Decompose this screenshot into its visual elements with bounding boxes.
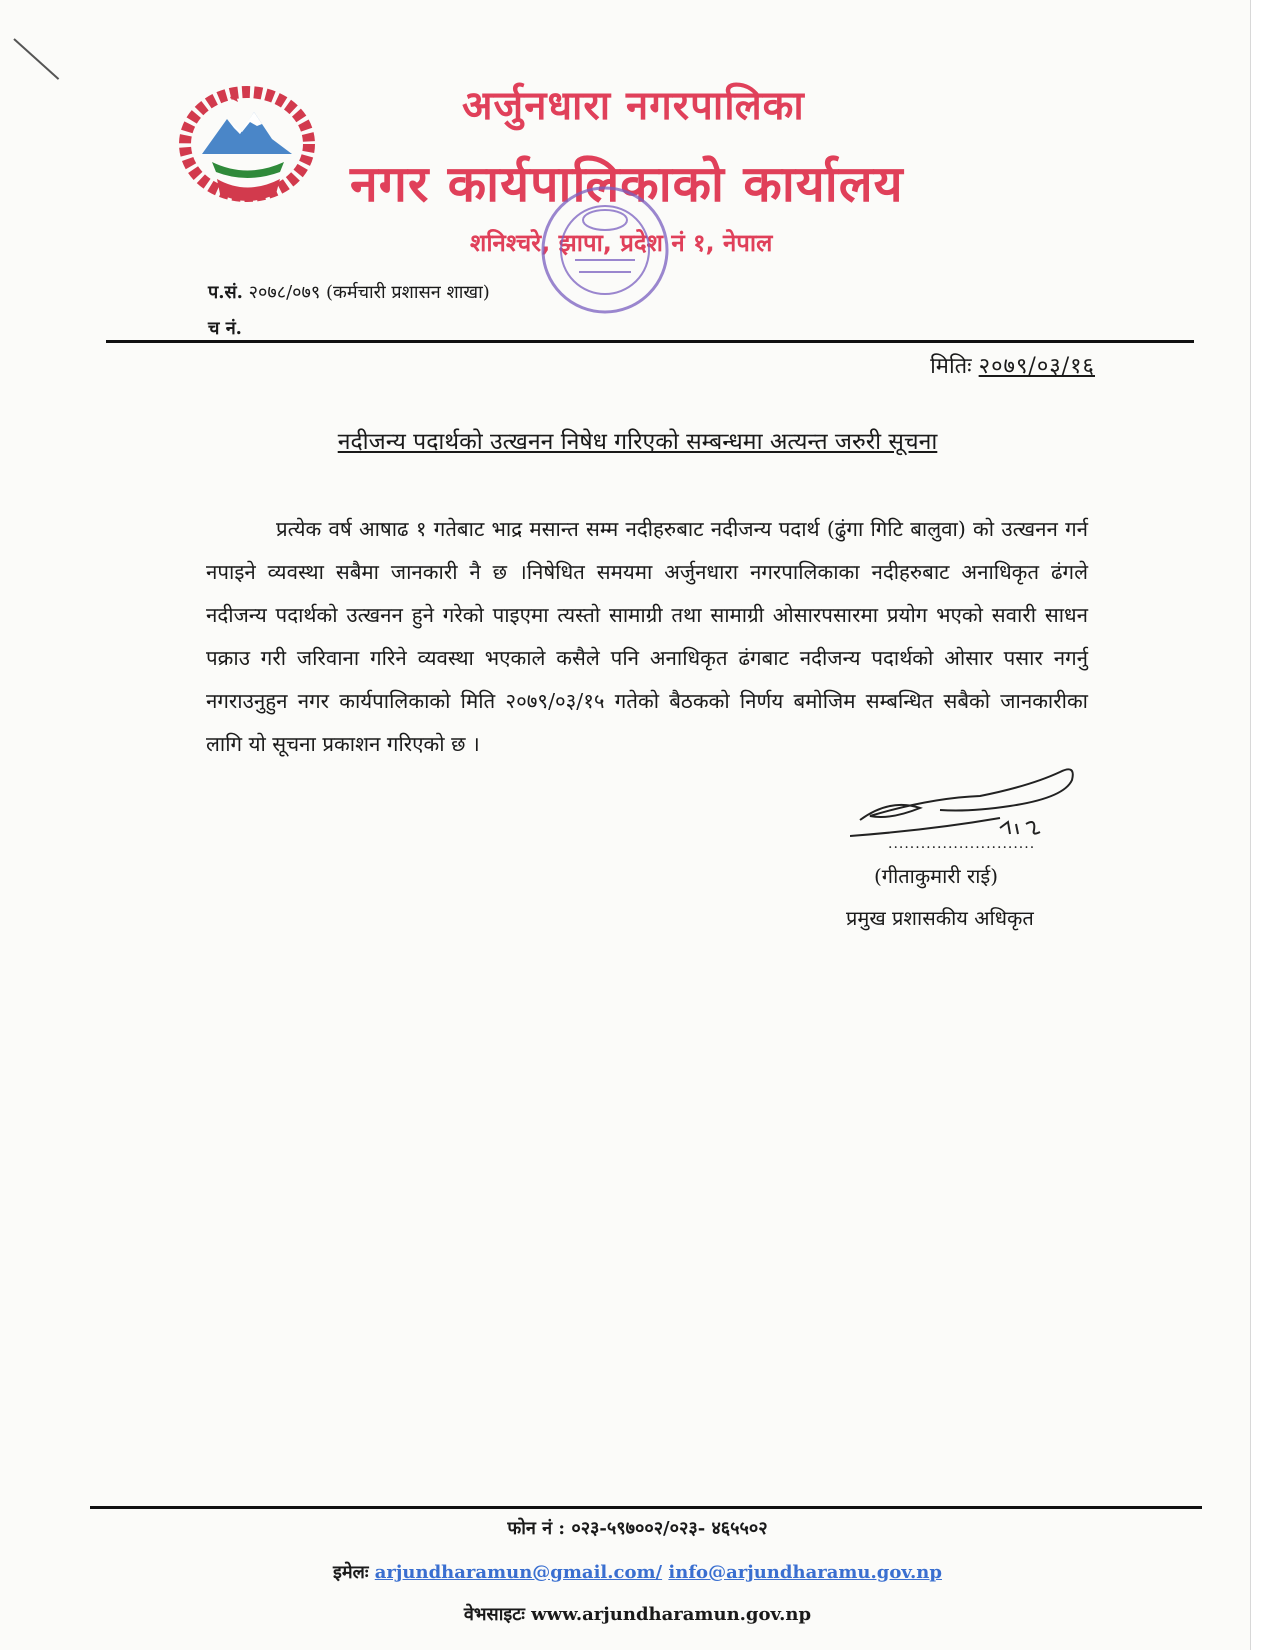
office-stamp-icon bbox=[535, 180, 675, 320]
signature-line: ........................... bbox=[888, 836, 1036, 852]
notice-body: प्रत्येक वर्ष आषाढ १ गतेबाट भाद्र मसान्त सम्म नदीहरुबाट नदीजन्य पदार्थ (ढुंगा गिटि बालुवा) को उत्खनन गर्न नपाइने व्यवस्था सबैमा जानकारी नै छ ।निषेधित समयमा अर्जुनधारा नगरपालिकाका नदीहरुबाट अनाधिकृत ढंगले नदीजन्य पदार्थको उत्खनन हुने गरेको पाइएमा त्यस्तो सामाग्री तथा सामाग्री ओसारपसारमा प्रयोग भएको सवारी साधन पक्राउ गरी जरिवाना गरिने व्यवस्था भएकाले कसैले पनि अनाधिकृत ढंगबाट नदीजन्य पदार्थको ओसार पसार नगर्नु नगराउनुहुन नगर कार्यपालिकाको मिति २०७९/०३/१५ गतेको बैठकको निर्णय बमोजिम सम्बन्धित सबैको जानकारीका लागि यो सूचना प्रकाशन गरिएको छ । bbox=[206, 517, 1088, 756]
scan-mark bbox=[13, 38, 59, 80]
date-label: मितिः bbox=[930, 354, 972, 379]
letter-date bbox=[930, 350, 1095, 380]
reference-number bbox=[208, 280, 490, 304]
email-label: इमेलः bbox=[333, 1562, 369, 1583]
nepal-emblem-icon bbox=[172, 84, 322, 214]
email-link-primary[interactable]: arjundharamun@gmail.com/ bbox=[374, 1562, 663, 1583]
organization-name: अर्जुनधारा नगरपालिका bbox=[462, 83, 805, 129]
reference-value: २०७८/०७९ (कर्मचारी प्रशासन शाखा) bbox=[248, 282, 490, 303]
office-address: शनिश्चरे, झापा, प्रदेश नं १, नेपाल bbox=[470, 229, 773, 257]
dispatch-number-label: च नं. bbox=[208, 318, 242, 339]
email-link-secondary[interactable]: info@arjundharamu.gov.np bbox=[668, 1562, 942, 1583]
footer-website: वेभसाइटः www.arjundharamun.gov.np bbox=[463, 1604, 812, 1625]
signatory-designation: प्रमुख प्रशासकीय अधिकृत bbox=[846, 906, 1034, 930]
reference-label: प.सं. bbox=[208, 282, 243, 303]
page-edge bbox=[1250, 0, 1275, 1650]
footer-phone: फोन नं : ०२३-५९७००२/०२३- ४६५५०२ bbox=[507, 1518, 768, 1539]
date-value: २०७९/०३/१६ bbox=[978, 354, 1095, 379]
office-name: नगर कार्यपालिकाको कार्यालय bbox=[350, 155, 904, 213]
header-divider bbox=[106, 340, 1194, 343]
signatory-name: (गीताकुमारी राई) bbox=[874, 864, 999, 888]
footer-divider bbox=[90, 1506, 1202, 1509]
notice-subject: नदीजन्य पदार्थको उत्खनन निषेध गरिएको सम्बन्धमा अत्यन्त जरुरी सूचना bbox=[337, 429, 938, 455]
footer-email bbox=[0, 1560, 1275, 1584]
